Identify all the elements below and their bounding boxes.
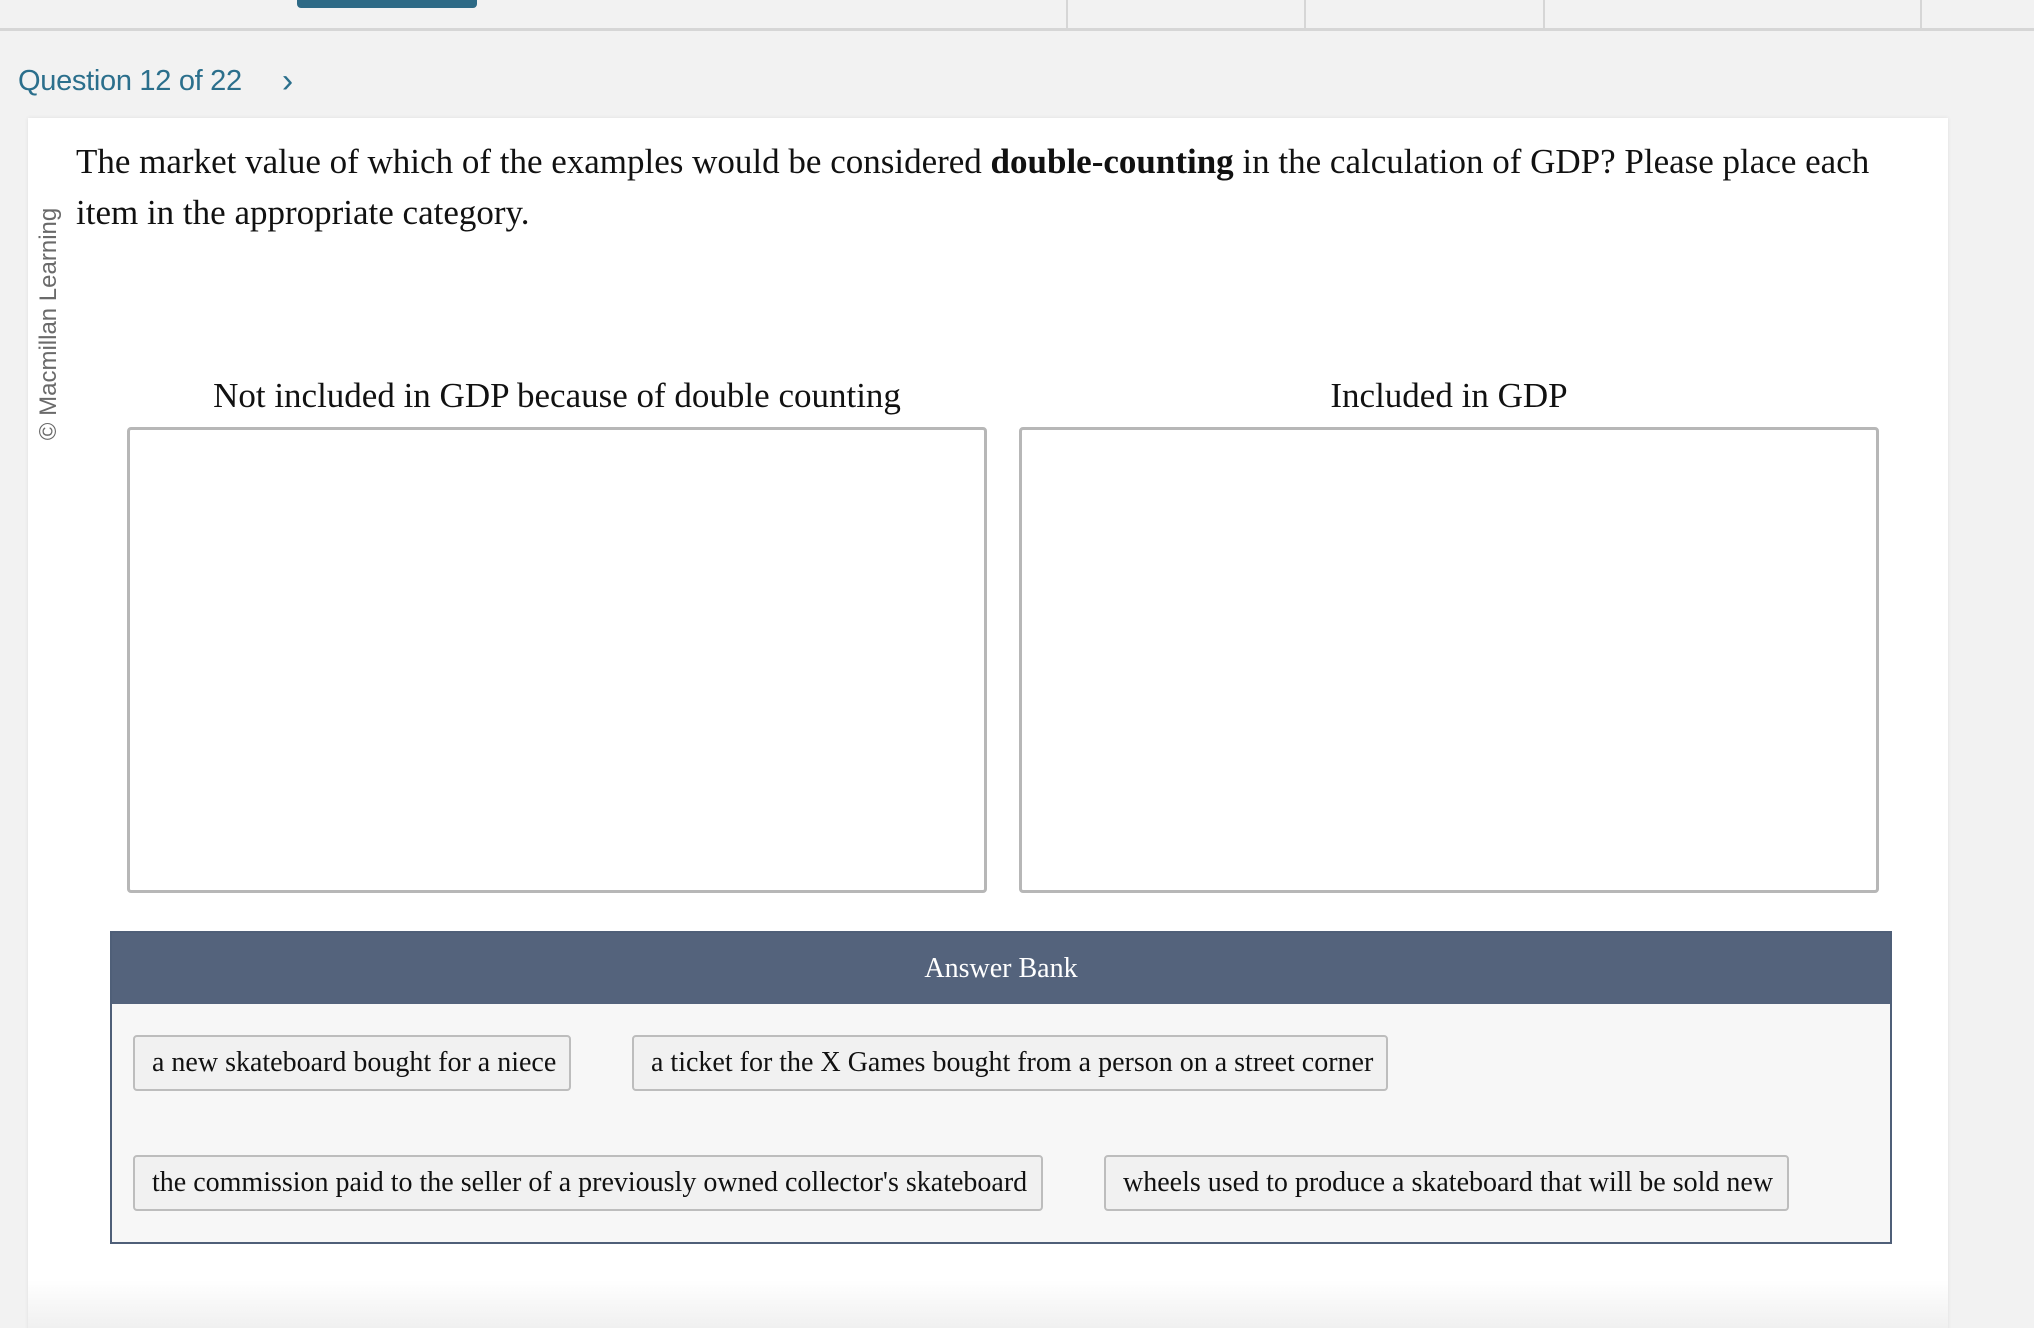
prompt-text-end: in the calculation of GDP? Please place each item in the appropriate category. (76, 142, 1870, 232)
question-navigation (18, 60, 293, 102)
answer-bank (110, 931, 1892, 1244)
question-number[interactable]: Question 12 of 22 (18, 64, 242, 97)
card-bottom-shadow (28, 1280, 1948, 1328)
toolbar-divider (1304, 0, 1306, 28)
copyright-notice: © Macmillan Learning (35, 207, 62, 441)
answer-chip[interactable]: a ticket for the X Games bought from a person on a street corner (632, 1035, 1388, 1091)
drop-zone-included[interactable] (1019, 427, 1879, 893)
prompt-emphasis: double-counting (990, 142, 1234, 181)
toolbar-divider (1066, 0, 1068, 28)
question-prompt (76, 136, 1936, 238)
toolbar-divider (1543, 0, 1545, 28)
toolbar-divider (1920, 0, 1922, 28)
top-toolbar (0, 0, 2034, 31)
prompt-text-start: The market value of which of the examples would be considered (76, 142, 991, 181)
category-label-not-included: Not included in GDP because of double counting (213, 376, 901, 415)
answer-chip[interactable]: the commission paid to the seller of a previously owned collector's skateboard (133, 1155, 1043, 1211)
active-tab-indicator[interactable] (297, 0, 477, 8)
answer-bank-title: Answer Bank (112, 933, 1890, 1004)
next-question-chevron-icon[interactable]: › (281, 62, 294, 100)
category-label-included: Included in GDP (1330, 376, 1568, 415)
answer-chip[interactable]: a new skateboard bought for a niece (133, 1035, 571, 1091)
answer-chip[interactable]: wheels used to produce a skateboard that will be sold new (1104, 1155, 1789, 1211)
drop-zone-not-included[interactable] (127, 427, 987, 893)
